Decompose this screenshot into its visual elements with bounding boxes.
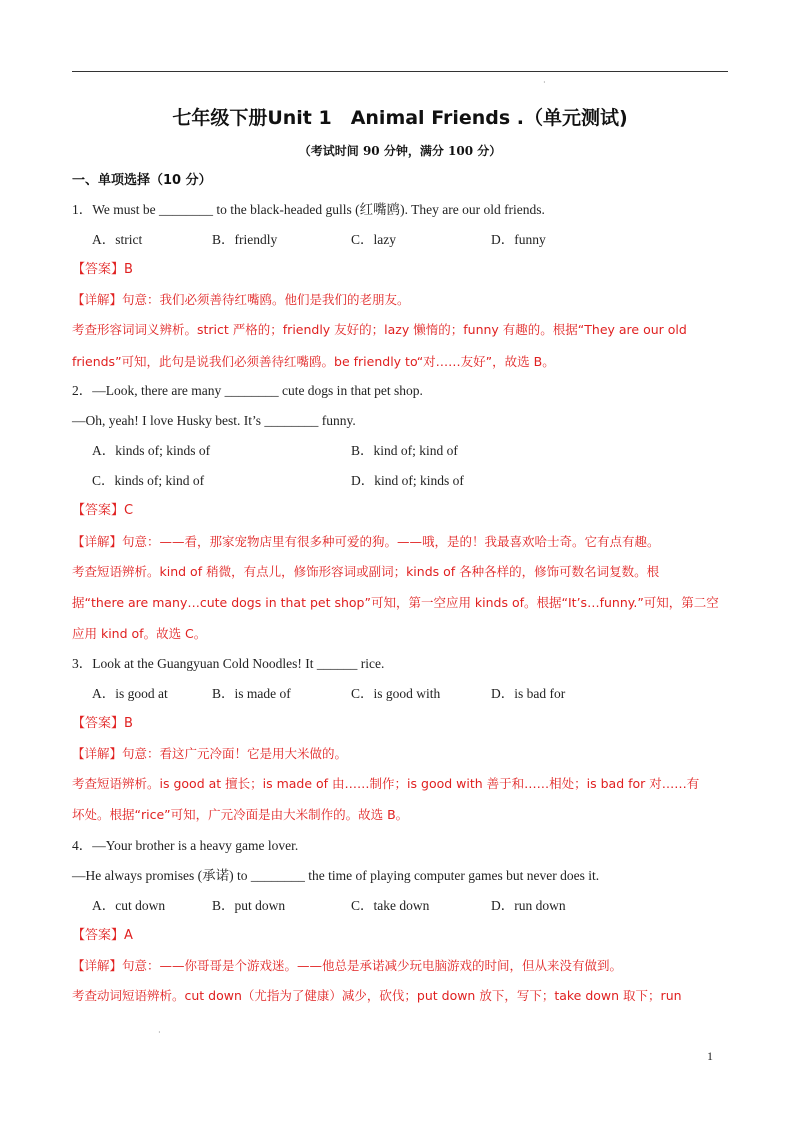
top-rule (72, 71, 728, 72)
question-4-stem-2: —He always promises (承诺) to ________ the time of playing computer games but never does it. (72, 868, 600, 883)
q2-option-b: B．kind of; kind of (351, 443, 458, 458)
q1-option-b: B．friendly (212, 232, 278, 247)
q4-option-b: B．put down (212, 898, 286, 913)
page-number: 1 (707, 1049, 713, 1063)
q3-option-b: B．is made of (212, 686, 291, 701)
q1-option-c: C．lazy (351, 232, 396, 247)
q1-explanation-3: friends”可知，此句是说我们必须善待红嘴鸥。be friendly to“对……友好”，故选 B。 (72, 354, 555, 369)
section-title: 一、单项选择（10 分） (72, 173, 212, 188)
q1-option-d: D．funny (491, 232, 546, 247)
q2-explanation-2: 考查短语辨析。kind of 稍微，有点儿，修饰形容词或副词；kinds of 各种各样的，修饰可数名词复数。根 (72, 564, 660, 579)
q2-answer: 【答案】C (72, 503, 134, 518)
q4-option-c: C．take down (351, 898, 430, 913)
question-4-stem-1: 4．—Your brother is a heavy game lover. (72, 838, 299, 853)
q1-option-a: A．strict (92, 232, 143, 247)
q1-explanation-1: 【详解】句意：我们必须善待红嘴鸥。他们是我们的老朋友。 (72, 292, 410, 307)
q2-option-a: A．kinds of; kinds of (92, 443, 211, 458)
q4-explanation-2: 考查动词短语辨析。cut down（尤指为了健康）减少，砍伐；put down 放下，写下；take down 取下；run (72, 988, 682, 1003)
q2-option-c: C．kinds of; kind of (92, 473, 205, 488)
q3-explanation-3: 坏处。根据“rice”可知，广元冷面是由大米制作的。故选 B。 (72, 807, 409, 822)
q3-answer: 【答案】B (72, 716, 133, 731)
q4-option-a: A．cut down (92, 898, 166, 913)
question-3-stem: 3．Look at the Guangyuan Cold Noodles! It ______ rice. (72, 656, 385, 671)
q4-answer: 【答案】A (72, 928, 133, 943)
page-title: 七年级下册Unit 1 Animal Friends .（单元测试) (172, 107, 628, 129)
q3-option-d: D．is bad for (491, 686, 566, 701)
q3-explanation-2: 考查短语辨析。is good at 擅长；is made of 由……制作；is good with 善于和……相处；is bad for 对……有 (72, 776, 700, 791)
q2-option-d: D．kind of; kinds of (351, 473, 464, 488)
decorative-dot: · (543, 78, 546, 87)
q3-explanation-1: 【详解】句意：看这广元冷面！它是用大米做的。 (72, 746, 348, 761)
q2-explanation-4: 应用 kind of。故选 C。 (72, 626, 207, 641)
question-1-stem: 1．We must be ________ to the black-headed gulls (红嘴鸥). They are our old friends. (72, 202, 545, 217)
q2-explanation-3: 据“there are many…cute dogs in that pet shop”可知，第一空应用 kinds of。根据“It’s…funny.”可知，第二空 (72, 595, 719, 610)
question-2-stem-2: —Oh, yeah! I love Husky best. It’s ________ funny. (72, 413, 356, 428)
exam-info: （考试时间 90 分钟，满分 100 分） (298, 144, 502, 158)
q3-option-a: A．is good at (92, 686, 168, 701)
q4-explanation-1: 【详解】句意：——你哥哥是个游戏迷。——他总是承诺减少玩电脑游戏的时间，但从来没有做到。 (72, 958, 623, 973)
question-2-stem-1: 2．—Look, there are many ________ cute dogs in that pet shop. (72, 383, 423, 398)
decorative-dot: · (158, 1028, 161, 1037)
q3-option-c: C．is good with (351, 686, 441, 701)
q2-explanation-1: 【详解】句意：——看，那家宠物店里有很多种可爱的狗。——哦，是的！我最喜欢哈士奇。它有点有趣。 (72, 534, 660, 549)
q4-option-d: D．run down (491, 898, 566, 913)
q1-explanation-2: 考查形容词词义辨析。strict 严格的；friendly 友好的；lazy 懒惰的；funny 有趣的。根据“They are our old (72, 322, 687, 337)
q1-answer: 【答案】B (72, 262, 133, 277)
